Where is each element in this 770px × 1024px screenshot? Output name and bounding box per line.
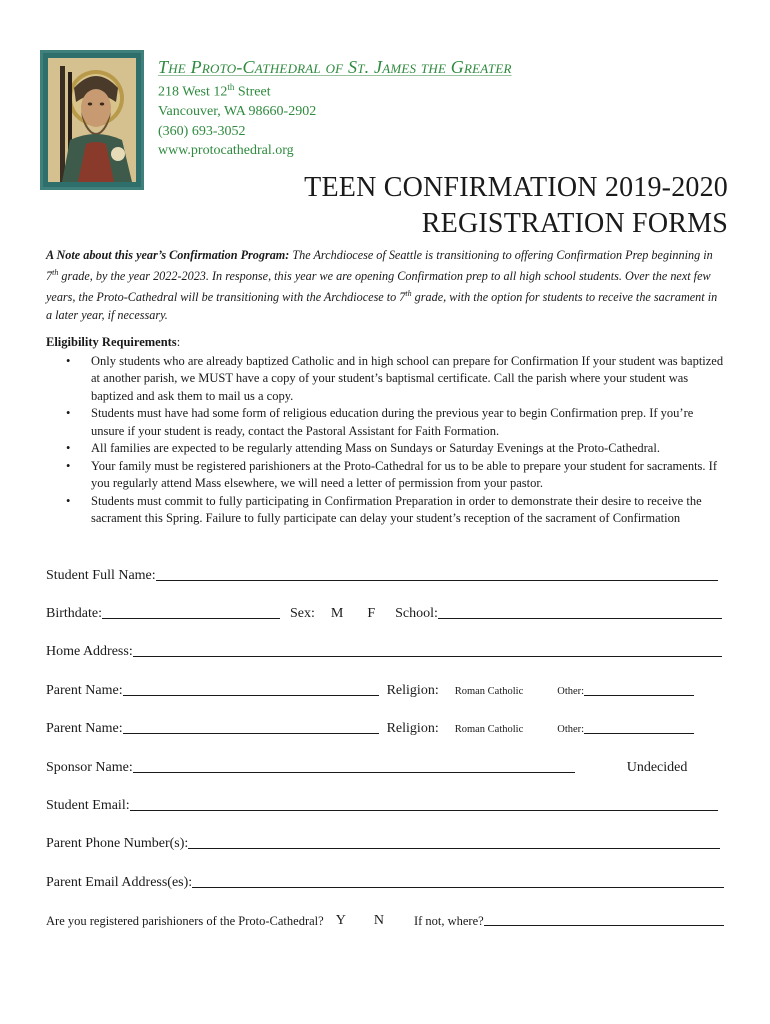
eligibility-heading: Eligibility Requirements: (46, 335, 181, 349)
student-email-label: Student Email: (46, 798, 130, 813)
program-note: A Note about this year’s Confirmation Program: The Archdiocese of Seattle is transitioning to offering Confirmation Prep beginning in 7th grade, by the year 2022-2023. In response, this year we are opening Confirmation prep to all high school students. Over the next few years, the Proto-Cathedral will be transitioning with the Archdiocese to 7th grade, with the option for students to receive the sacrament in a later year, if necessary. (46, 248, 718, 323)
title-line-1: TEEN CONFIRMATION 2019-2020 (304, 172, 728, 203)
parent-1-row (46, 677, 726, 699)
religion-1-other-label: Other: (557, 686, 585, 697)
sex-option-f[interactable]: F (367, 606, 376, 621)
religion-2-other-field[interactable] (584, 721, 694, 734)
school-label: School: (395, 606, 438, 621)
sponsor-undecided-option[interactable]: Undecided (626, 760, 688, 775)
religion-1-catholic-option[interactable]: Roman Catholic (454, 686, 524, 697)
parish-contact-block (158, 56, 718, 161)
sponsor-field[interactable] (133, 758, 575, 773)
birthdate-row (46, 600, 726, 622)
registered-yes-option[interactable]: Y (335, 913, 346, 928)
parent-phone-label: Parent Phone Number(s): (46, 836, 189, 851)
parish-website[interactable]: www.protocathedral.org (158, 143, 294, 159)
parish-phone: (360) 693-3052 (158, 123, 246, 139)
eligibility-section (46, 334, 726, 528)
student-name-label: Student Full Name: (46, 568, 156, 583)
eligibility-list (46, 353, 726, 528)
parent-1-field[interactable] (123, 681, 379, 696)
page-title (240, 170, 728, 242)
saint-portrait-icon (48, 58, 136, 182)
parent-2-field[interactable] (123, 719, 379, 734)
parent-2-row (46, 715, 726, 737)
home-address-label: Home Address: (46, 644, 133, 659)
parent-email-field[interactable] (192, 873, 724, 888)
home-address-field[interactable] (133, 642, 722, 657)
list-item: • Students must have had some form of religious education during the previous year to begin Confirmation prep. If you’re unsure if your student is ready, contact the Pastoral Assistant for Faith Formation. (46, 405, 726, 440)
sponsor-label: Sponsor Name: (46, 760, 133, 775)
home-address-row (46, 638, 726, 660)
list-item: • All families are expected to be regularly attending Mass on Sundays or Saturday Evenings at the Proto-Cathedral. (46, 440, 726, 458)
parish-name: The Proto-Cathedral of St. James the Greater (158, 57, 512, 77)
list-item: • Your family must be registered parishioners at the Proto-Cathedral for us to be able to prepare your student for sacraments. If you regularly attend Mass elsewhere, we will need a letter of permission from your pastor. (46, 458, 726, 493)
list-item: • Only students who are already baptized Catholic and in high school can prepare for Confirmation If your student was baptized at another parish, we MUST have a copy of your student’s baptismal certificate. Call the parish where your student was baptized and ask them to mail us a copy. (46, 353, 726, 406)
registered-row (46, 907, 726, 929)
registered-question: Are you registered parishioners of the Proto-Cathedral? (46, 914, 324, 928)
parent-2-label: Parent Name: (46, 721, 123, 736)
parent-phone-field[interactable] (188, 834, 720, 849)
sex-option-m[interactable]: M (330, 606, 344, 621)
religion-1-other-field[interactable] (584, 683, 694, 696)
city-state-zip: Vancouver, WA 98660-2902 (158, 104, 317, 120)
if-not-field[interactable] (484, 911, 724, 926)
parent-email-label: Parent Email Address(es): (46, 875, 193, 890)
sex-label: Sex: (290, 606, 315, 621)
parent-email-row (46, 869, 726, 891)
parent-1-label: Parent Name: (46, 683, 123, 698)
registered-no-option[interactable]: N (373, 913, 384, 928)
sponsor-row (46, 754, 726, 776)
parish-logo (40, 50, 144, 190)
student-email-field[interactable] (130, 796, 718, 811)
title-line-2: REGISTRATION FORMS (421, 208, 728, 239)
note-heading: A Note about this year’s Confirmation Program: (46, 248, 290, 262)
student-name-row (46, 562, 726, 584)
if-not-label: If not, where? (413, 914, 484, 928)
list-item: • Students must commit to fully participating in Confirmation Preparation in order to demonstrate their desire to receive the sacrament this Spring. Failure to fully participate can delay your student’s reception of the sacrament of Confirmation (46, 493, 726, 528)
parent-phone-row (46, 830, 726, 852)
religion-1-label: Religion: (386, 683, 439, 698)
student-email-row (46, 792, 726, 814)
birthdate-field[interactable] (102, 604, 280, 619)
student-name-field[interactable] (156, 566, 718, 581)
religion-2-label: Religion: (386, 721, 439, 736)
school-field[interactable] (438, 604, 722, 619)
street-address: 218 West 12th Street (158, 82, 271, 100)
religion-2-catholic-option[interactable]: Roman Catholic (454, 724, 524, 735)
religion-2-other-label: Other: (557, 724, 585, 735)
birthdate-label: Birthdate: (46, 606, 102, 621)
